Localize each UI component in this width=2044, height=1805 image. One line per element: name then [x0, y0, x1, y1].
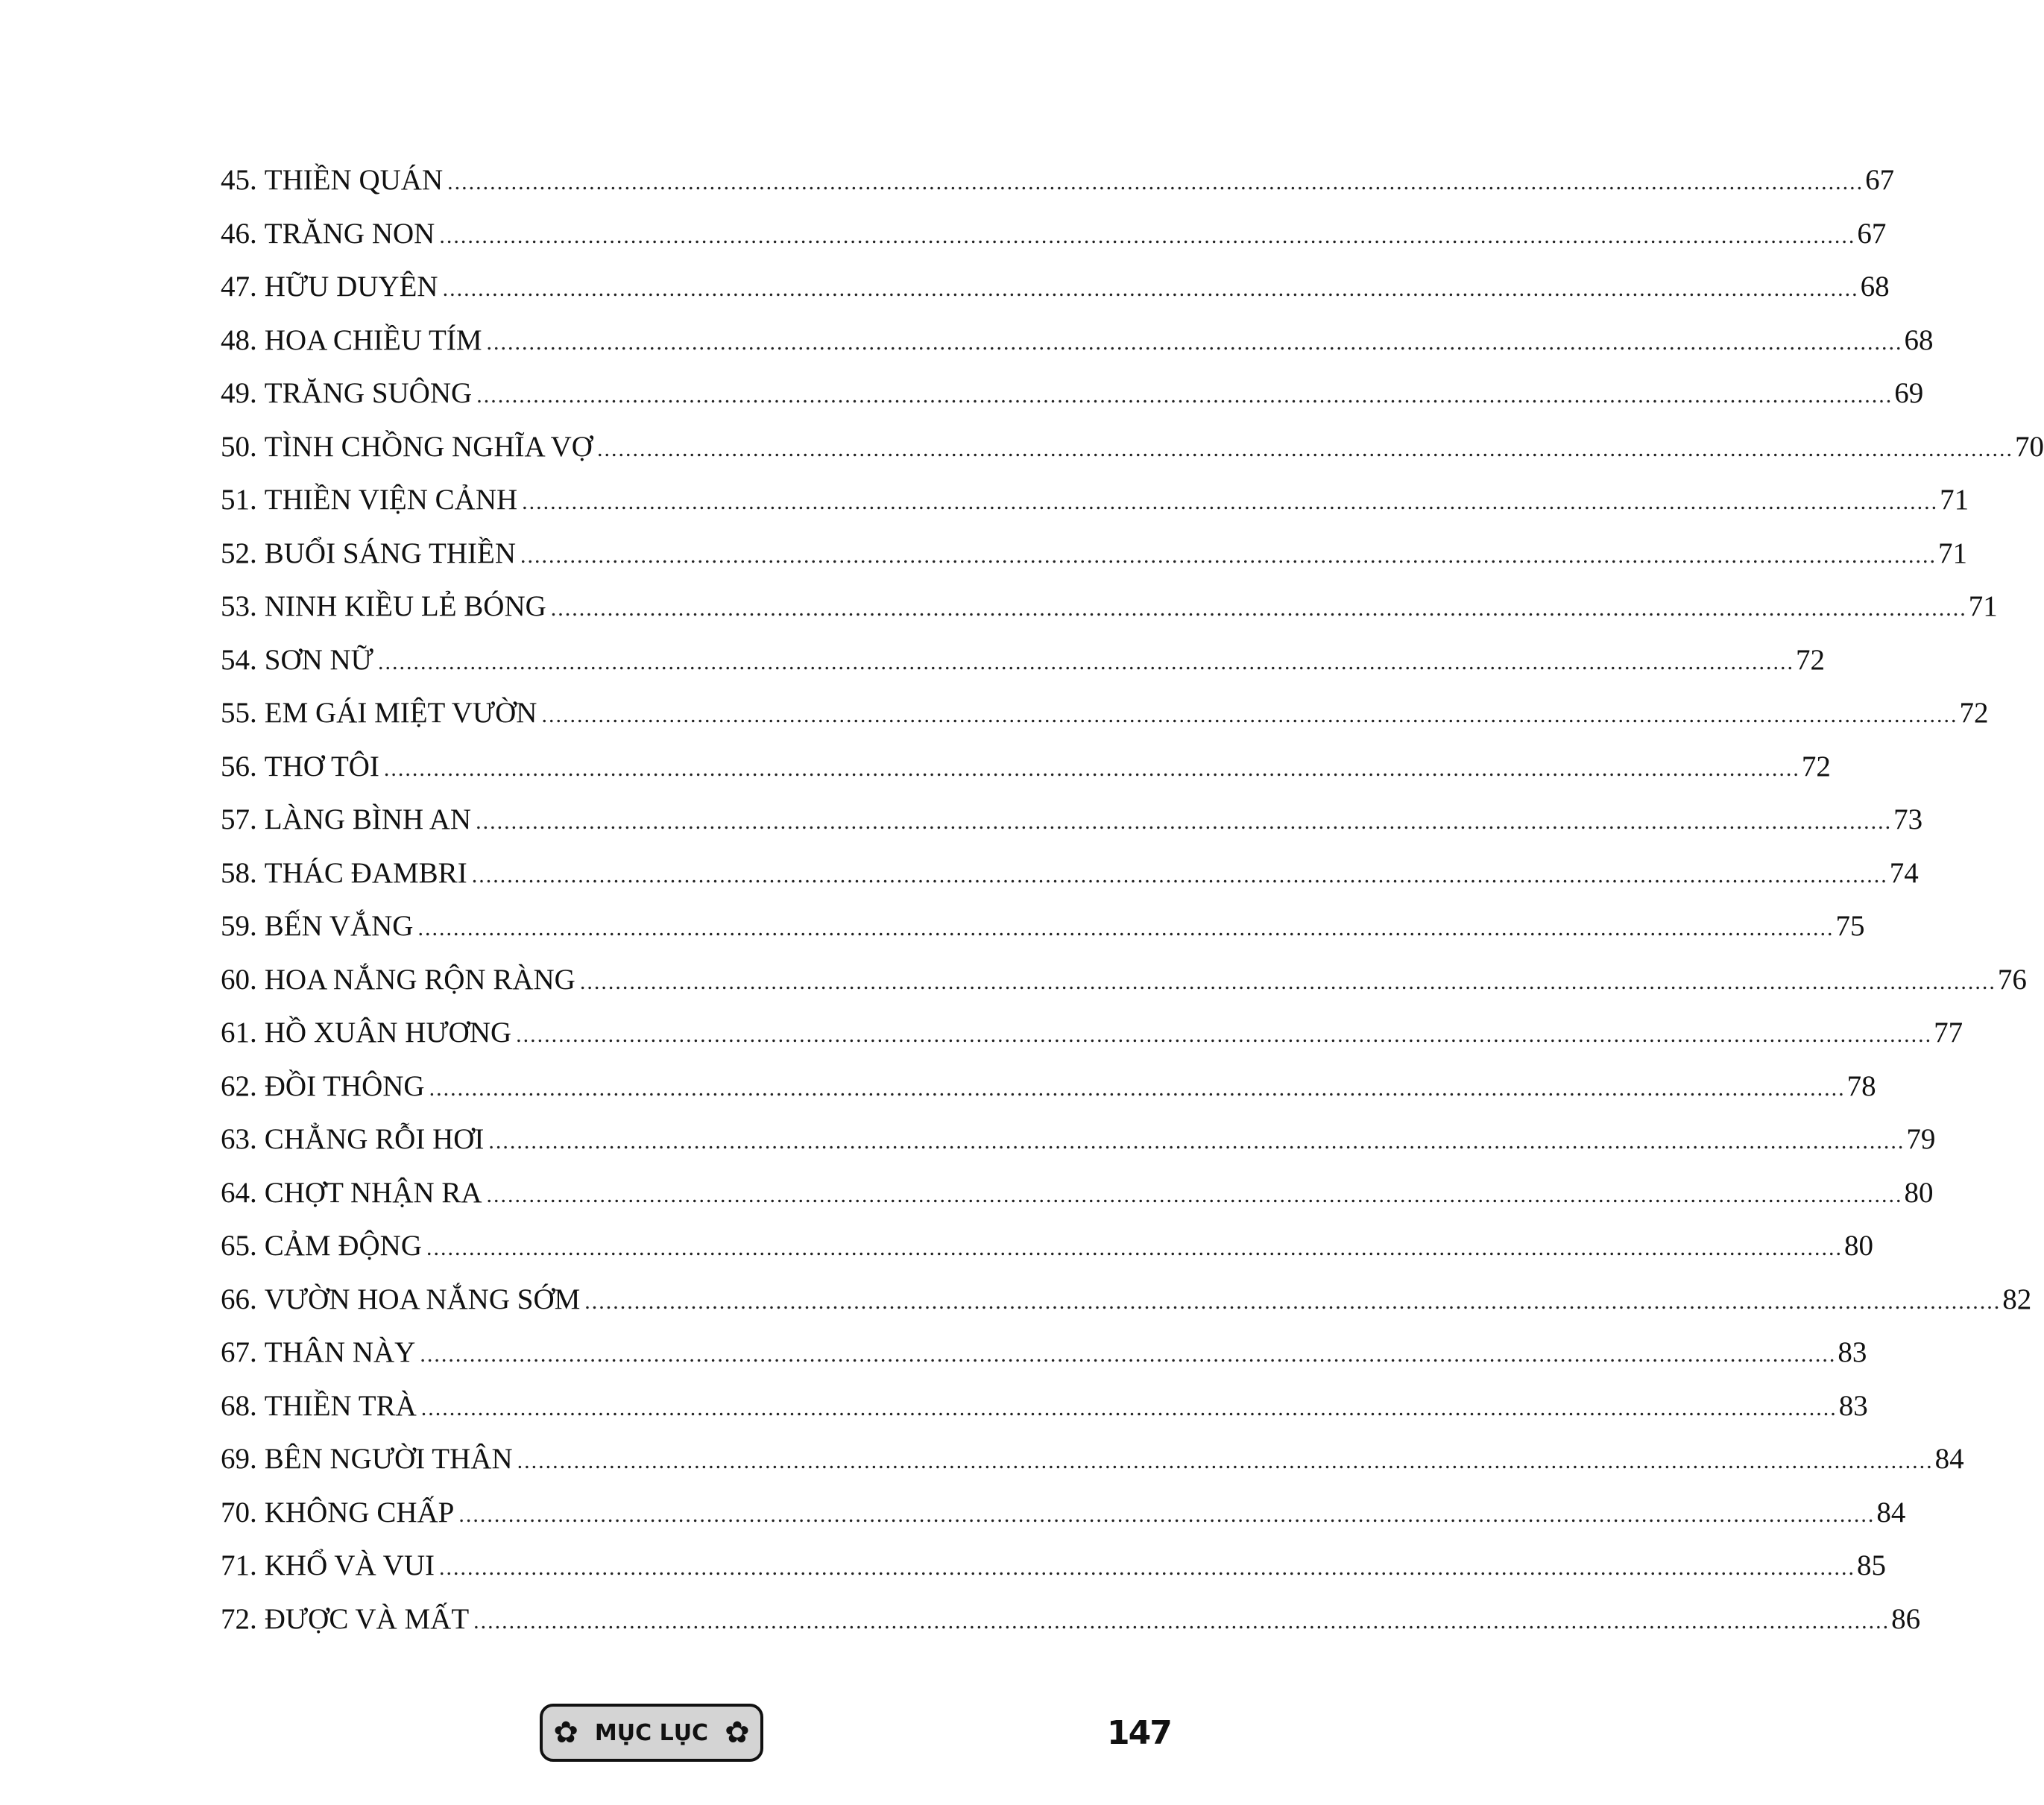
entry-title: KHÔNG CHẤP — [264, 1496, 455, 1529]
entry-title: TRĂNG SUÔNG — [264, 377, 473, 409]
dot-leader: ........................................................................................................................................................................................................ — [476, 809, 1893, 834]
entry-title: KHỔ VÀ VUI — [264, 1549, 435, 1581]
entry-number: 50. — [221, 430, 257, 463]
entry-number: 66. — [221, 1283, 257, 1315]
entry-title: EM GÁI MIỆT VƯỜN — [264, 697, 537, 729]
dot-leader: ........................................................................................................................................................................................................ — [520, 543, 1937, 568]
entry-page: 83 — [1838, 1336, 1867, 1368]
dot-leader: ........................................................................................................................................................................................................ — [473, 1608, 1890, 1634]
toc-entry — [221, 207, 1887, 261]
dot-leader: ........................................................................................................................................................................................................ — [420, 1342, 1837, 1367]
entry-title: ĐỒI THÔNG — [264, 1069, 425, 1102]
dot-leader: ........................................................................................................................................................................................................ — [383, 756, 1800, 781]
entry-page: 82 — [2002, 1283, 2032, 1315]
entry-number: 65. — [221, 1230, 257, 1262]
entry-page: 68 — [1860, 271, 1890, 303]
entry-page: 74 — [1889, 856, 1919, 889]
toc-entry — [221, 900, 1865, 953]
entry-title: CHẲNG RỖI HƠI — [264, 1123, 485, 1155]
dot-leader: ........................................................................................................................................................................................................ — [579, 969, 1996, 994]
entry-page: 76 — [1997, 963, 2027, 996]
entry-title: THIỀN TRÀ — [264, 1389, 417, 1422]
entry-page: 86 — [1891, 1602, 1921, 1635]
entry-number: 70. — [221, 1496, 257, 1529]
entry-number: 54. — [221, 643, 257, 676]
toc-entry — [221, 633, 1825, 687]
toc-entry — [221, 420, 2044, 474]
dot-leader: ........................................................................................................................................................................................................ — [522, 490, 1939, 514]
entry-number: 48. — [221, 323, 257, 356]
entry-number: 60. — [221, 963, 257, 996]
section-label-badge — [540, 1704, 763, 1762]
dot-leader: ........................................................................................................................................................................................................ — [486, 329, 1903, 355]
toc-entry — [221, 1166, 1934, 1220]
entry-title: TRĂNG NON — [264, 217, 435, 250]
dot-leader: ........................................................................................................................................................................................................ — [377, 649, 1794, 674]
entry-page: 79 — [1906, 1123, 1936, 1155]
entry-number: 68. — [221, 1389, 257, 1422]
entry-title: HOA NẮNG RỘN RÀNG — [264, 963, 575, 996]
entry-number: 52. — [221, 537, 257, 569]
entry-page: 67 — [1857, 217, 1887, 250]
entry-page: 72 — [1801, 750, 1831, 783]
toc-entry — [221, 314, 1934, 367]
entry-number: 59. — [221, 910, 257, 942]
dot-leader: ........................................................................................................................................................................................................ — [458, 1502, 1876, 1527]
entry-number: 61. — [221, 1017, 257, 1049]
entry-page: 78 — [1846, 1069, 1876, 1102]
entry-number: 57. — [221, 803, 257, 835]
toc-entry — [221, 1273, 2032, 1327]
entry-number: 49. — [221, 377, 257, 409]
dot-leader: ........................................................................................................................................................................................................ — [426, 1236, 1843, 1260]
entry-number: 46. — [221, 217, 257, 250]
dot-leader: ........................................................................................................................................................................................................ — [516, 1022, 1933, 1047]
entry-number: 69. — [221, 1443, 257, 1475]
toc-entry — [221, 580, 1998, 633]
toc-entry — [221, 367, 1924, 420]
dot-leader: ........................................................................................................................................................................................................ — [429, 1075, 1846, 1101]
toc-entry — [221, 527, 1968, 581]
entry-page: 85 — [1856, 1549, 1886, 1581]
entry-page: 73 — [1893, 803, 1923, 835]
entry-number: 67. — [221, 1336, 257, 1368]
entry-page: 68 — [1904, 323, 1934, 356]
toc-entry — [221, 260, 1890, 314]
entry-page: 70 — [2014, 430, 2044, 463]
entry-number: 62. — [221, 1069, 257, 1102]
entry-title: VƯỜN HOA NẮNG SỚM — [264, 1283, 581, 1315]
dot-leader: ........................................................................................................................................................................................................ — [471, 862, 1888, 888]
toc-entry — [221, 740, 1831, 794]
dot-leader: ........................................................................................................................................................................................................ — [596, 436, 2013, 461]
entry-page: 67 — [1865, 164, 1895, 196]
dot-leader: ........................................................................................................................................................................................................ — [420, 1395, 1838, 1420]
flower-icon: ✿ — [553, 1716, 578, 1750]
entry-title: THIỀN VIỆN CẢNH — [264, 484, 518, 516]
entry-title: HOA CHIỀU TÍM — [264, 323, 482, 356]
entry-title: ĐƯỢC VÀ MẤT — [264, 1602, 470, 1635]
dot-leader: ........................................................................................................................................................................................................ — [438, 1555, 1855, 1580]
entry-title: THƠ TÔI — [264, 750, 379, 783]
toc-entry — [221, 1006, 1963, 1060]
dot-leader: ........................................................................................................................................................................................................ — [447, 170, 1864, 195]
entry-title: HỮU DUYÊN — [264, 271, 438, 303]
entry-title: TÌNH CHỒNG NGHĨA VỢ — [264, 430, 593, 463]
toc-entry — [221, 793, 1923, 847]
entry-number: 55. — [221, 697, 257, 729]
toc-entry — [221, 1432, 1964, 1486]
entry-number: 71. — [221, 1549, 257, 1581]
toc-entry — [221, 1539, 1886, 1593]
entry-title: HỒ XUÂN HƯƠNG — [264, 1017, 512, 1049]
entry-title: BÊN NGƯỜI THÂN — [264, 1443, 513, 1475]
entry-page: 77 — [1934, 1017, 1963, 1049]
dot-leader: ........................................................................................................................................................................................................ — [476, 383, 1893, 408]
toc-entry — [221, 953, 2027, 1007]
entry-title: CHỢT NHẬN RA — [264, 1176, 482, 1209]
entry-page: 83 — [1838, 1389, 1868, 1422]
entry-page: 84 — [1934, 1443, 1964, 1475]
toc-entry — [221, 1219, 1874, 1273]
table-of-contents — [221, 154, 2044, 1646]
entry-page: 75 — [1835, 910, 1865, 942]
entry-number: 47. — [221, 271, 257, 303]
toc-entry — [221, 1486, 1906, 1540]
toc-entry — [221, 154, 1895, 207]
dot-leader: ........................................................................................................................................................................................................ — [517, 1449, 1934, 1473]
entry-number: 53. — [221, 590, 257, 622]
toc-entry — [221, 1379, 1868, 1433]
entry-page: 71 — [1940, 484, 1969, 516]
dot-leader: ........................................................................................................................................................................................................ — [417, 916, 1835, 941]
entry-page: 71 — [1968, 590, 1998, 622]
entry-title: SƠN NỮ — [264, 643, 373, 676]
entry-page: 69 — [1894, 377, 1924, 409]
entry-number: 51. — [221, 484, 257, 516]
entry-page: 72 — [1959, 697, 1989, 729]
entry-number: 64. — [221, 1176, 257, 1209]
entry-number: 58. — [221, 856, 257, 889]
entry-number: 56. — [221, 750, 257, 783]
dot-leader: ........................................................................................................................................................................................................ — [541, 703, 1958, 727]
dot-leader: ........................................................................................................................................................................................................ — [442, 276, 1859, 301]
toc-entry — [221, 1113, 1936, 1166]
entry-page: 84 — [1876, 1496, 1906, 1529]
entry-title: THÂN NÀY — [264, 1336, 416, 1368]
dot-leader: ........................................................................................................................................................................................................ — [488, 1129, 1905, 1154]
toc-entry — [221, 847, 1919, 900]
toc-entry — [221, 686, 1989, 740]
dot-leader: ........................................................................................................................................................................................................ — [550, 596, 1967, 621]
entry-title: THIỀN QUÁN — [264, 164, 444, 196]
entry-number: 63. — [221, 1123, 257, 1155]
entry-number: 45. — [221, 164, 257, 196]
dot-leader: ........................................................................................................................................................................................................ — [486, 1182, 1903, 1207]
entry-title: THÁC ĐAMBRI — [264, 856, 467, 889]
entry-page: 80 — [1844, 1230, 1874, 1262]
flower-icon: ✿ — [725, 1716, 750, 1750]
entry-title: BUỔI SÁNG THIỀN — [264, 537, 517, 569]
toc-entry — [221, 1593, 1921, 1646]
toc-entry — [221, 1326, 1867, 1379]
entry-title: LÀNG BÌNH AN — [264, 803, 472, 835]
toc-entry — [221, 473, 1969, 527]
entry-page: 71 — [1938, 537, 1968, 569]
section-label: MỤC LỤC — [594, 1719, 709, 1746]
entry-number: 72. — [221, 1602, 257, 1635]
toc-entry — [221, 1060, 1876, 1113]
dot-leader: ........................................................................................................................................................................................................ — [584, 1289, 2002, 1314]
entry-title: CẢM ĐỘNG — [264, 1230, 423, 1262]
page-number: 147 — [1107, 1714, 1171, 1752]
entry-title: BẾN VẮNG — [264, 910, 414, 942]
dot-leader: ........................................................................................................................................................................................................ — [439, 223, 1856, 248]
entry-title: NINH KIỀU LẺ BÓNG — [264, 590, 546, 622]
entry-page: 72 — [1795, 643, 1825, 676]
entry-page: 80 — [1904, 1176, 1934, 1209]
